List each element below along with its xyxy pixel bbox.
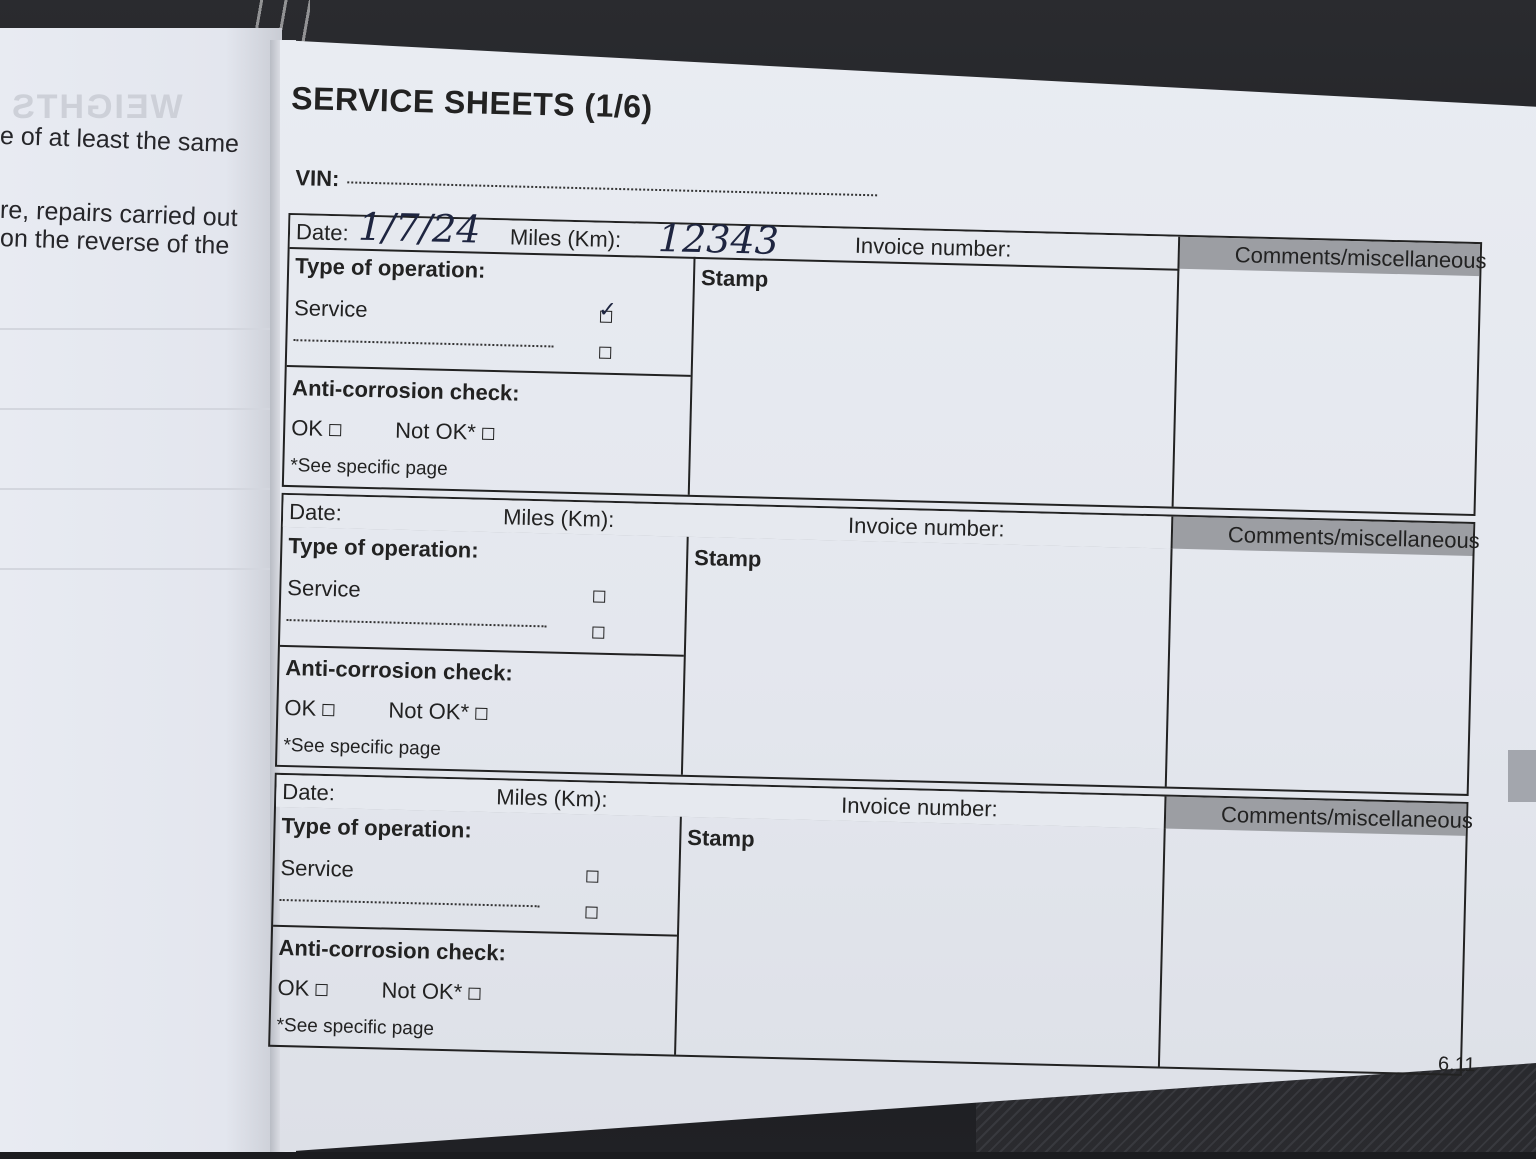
bleed-rule: [0, 408, 270, 410]
not-ok-option[interactable]: Not OK*: [381, 977, 480, 1005]
stamp-label: Stamp: [687, 824, 755, 852]
anticorrosion-label: Anti-corrosion check:: [278, 934, 507, 966]
ok-checkbox[interactable]: [315, 984, 327, 996]
footnote: *See specific page: [290, 455, 448, 480]
bleed-rule: [0, 488, 270, 490]
page-edge-tab: [1508, 750, 1536, 802]
anticorrosion-label: Anti-corrosion check:: [285, 655, 514, 686]
service-checkbox[interactable]: [593, 591, 605, 603]
left-page-line-1: e of at least the same: [0, 121, 240, 159]
checkmark-icon: ✓: [597, 296, 617, 323]
page-title: SERVICE SHEETS (1/6): [290, 79, 654, 125]
stamp-label: Stamp: [700, 265, 769, 292]
not-ok-checkbox[interactable]: [468, 988, 480, 1000]
page-number: 6.11: [1437, 1053, 1476, 1077]
comments-label: Comments/miscellaneous: [1227, 522, 1481, 554]
vin-label: VIN:: [295, 165, 340, 192]
service-checkbox[interactable]: [586, 870, 598, 882]
other-operation-checkbox[interactable]: [592, 627, 604, 639]
not-ok-option[interactable]: Not OK*: [395, 418, 494, 446]
miles-label: Miles (Km):: [496, 784, 608, 812]
ok-option[interactable]: OK: [277, 975, 327, 1002]
miles-label: Miles (Km):: [509, 224, 622, 253]
miles-label: Miles (Km):: [502, 504, 615, 533]
anticorrosion-label: Anti-corrosion check:: [291, 375, 520, 406]
not-ok-checkbox[interactable]: [482, 428, 494, 440]
bleed-rule: [0, 568, 270, 570]
comments-label: Comments/miscellaneous: [1234, 242, 1487, 274]
ok-option[interactable]: OK: [284, 695, 334, 722]
service-record-1: [282, 204, 1487, 516]
left-page: [0, 28, 282, 1152]
ok-option[interactable]: OK: [291, 415, 341, 442]
service-sheet: [266, 70, 1502, 1159]
vin-dotted-line: [347, 181, 877, 196]
handwritten-miles: 12343: [657, 215, 780, 263]
date-label: Date:: [288, 499, 343, 526]
ok-checkbox[interactable]: [322, 704, 334, 716]
not-ok-checkbox[interactable]: [475, 708, 487, 720]
invoice-label: Invoice number:: [854, 232, 1012, 262]
other-operation-line: [280, 899, 540, 907]
type-of-operation-label: Type of operation:: [288, 533, 479, 563]
invoice-label: Invoice number:: [840, 792, 998, 822]
type-of-operation-label: Type of operation:: [294, 253, 486, 283]
bleed-rule: [0, 328, 270, 330]
not-ok-option[interactable]: Not OK*: [388, 698, 487, 726]
left-page-line-2: re, repairs carried out: [0, 195, 239, 233]
service-label: Service: [280, 854, 355, 882]
other-operation-checkbox[interactable]: [599, 347, 611, 359]
bleed-through-heading: WEIGHTS: [10, 88, 183, 126]
date-label: Date:: [282, 778, 336, 806]
other-operation-line: [293, 339, 553, 347]
other-operation-checkbox[interactable]: [585, 906, 597, 918]
service-label: Service: [287, 575, 361, 602]
comments-label: Comments/miscellaneous: [1220, 801, 1474, 834]
stamp-label: Stamp: [693, 544, 762, 572]
other-operation-line: [287, 619, 547, 627]
service-record-2: [275, 493, 1481, 796]
invoice-label: Invoice number:: [847, 512, 1005, 542]
footnote: *See specific page: [283, 734, 442, 760]
footnote: *See specific page: [276, 1014, 435, 1040]
service-label: Service: [293, 295, 368, 322]
date-label: Date:: [295, 219, 349, 246]
handwritten-date: 1/7/24: [357, 204, 482, 252]
type-of-operation-label: Type of operation:: [281, 812, 473, 843]
left-page-line-3: on the reverse of the: [0, 224, 230, 260]
ok-checkbox[interactable]: [329, 424, 341, 436]
service-record-3: [268, 773, 1474, 1076]
